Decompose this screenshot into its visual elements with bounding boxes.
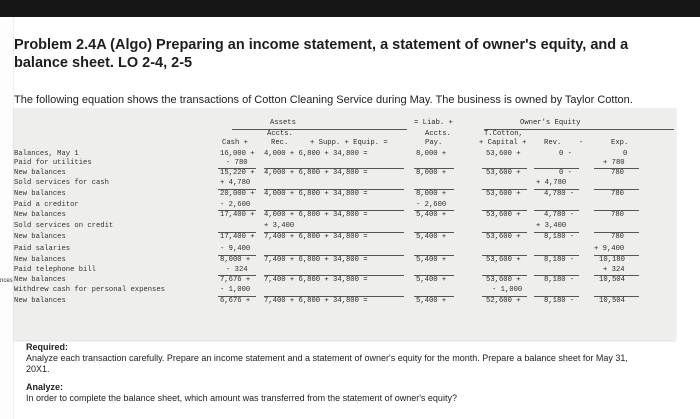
required-section [26, 342, 646, 375]
row-label: Paid telephone bill [14, 266, 96, 274]
header-assets: Assets [270, 119, 296, 127]
capital-cell: 53,600 + [486, 233, 521, 241]
pay-cell: 8,000 + [416, 169, 447, 177]
header-capital: + Capital + [479, 139, 527, 147]
analyze-heading: Analyze: [26, 382, 64, 392]
assets-cell: 4,000 + 6,800 + 34,800 = [264, 190, 368, 198]
exp-cell: 780 [611, 169, 624, 177]
rev-cell: 4,780 - [544, 211, 575, 219]
pay-cell: 5,400 + [416, 233, 447, 241]
pay-cell: - 2,600 [416, 201, 447, 209]
cash-cell: 17,400 + [220, 211, 255, 219]
assets-cell: 7,400 + 6,800 + 34,800 = [264, 233, 368, 241]
rev-cell: + 4,780 [536, 179, 567, 187]
required-text: Analyze each transaction carefully. Prepare an income statement and a statement of owner's equity for the month. Prepare a balance sheet for May 31, 20X1. [26, 353, 628, 374]
cash-cell: 17,400 + [220, 233, 255, 241]
capital-cell: 53,600 + [486, 150, 521, 158]
row-label: New balances [14, 169, 66, 177]
row-label: New balances [14, 276, 66, 284]
cash-cell: - 2,600 [220, 201, 251, 209]
capital-cell: 53,600 + [486, 190, 521, 198]
exp-cell: 780 [611, 190, 624, 198]
header-owners-equity: Owner's Equity [520, 119, 581, 127]
header-liab: = Liab. + [414, 119, 453, 127]
exp-cell: 10,504 [599, 297, 625, 305]
assets-cell: 4,000 + 6,800 + 34,800 = [264, 169, 368, 177]
cash-cell: - 1,000 [220, 286, 251, 294]
assets-cell: 7,400 + 6,800 + 34,800 = [264, 256, 368, 264]
assets-cell: 4,000 + 6,800 + 34,800 = [264, 211, 368, 219]
exp-cell: 780 [611, 233, 624, 241]
header-exp-minus: - [579, 139, 584, 147]
assets-cell: 7,400 + 6,800 + 34,800 = [264, 297, 368, 305]
pay-cell: 5,400 + [416, 256, 447, 264]
exp-cell: 780 [611, 211, 624, 219]
capital-cell: 53,600 + [486, 169, 521, 177]
header-accts-rec: Accts. [267, 130, 293, 138]
pay-cell: 5,400 + [416, 276, 447, 284]
pay-cell: 5,400 + [416, 297, 447, 305]
problem-intro: The following equation shows the transactions of Cotton Cleaning Service during May. The business is owned by Taylor Cotton. [14, 94, 633, 106]
exp-cell: 10,180 [599, 256, 625, 264]
analyze-section [26, 382, 646, 404]
row-label: Paid for utilities [14, 159, 92, 167]
rev-cell: 8,180 - [544, 233, 575, 241]
assets-cell: 4,000 + 6,800 + 34,800 = [264, 150, 368, 158]
capital-cell: 53,600 + [486, 211, 521, 219]
cash-cell: + 4,780 [220, 179, 251, 187]
cash-cell: - 9,400 [220, 245, 251, 253]
rule [534, 168, 579, 169]
row-label: New balances [14, 211, 66, 219]
equation-table [14, 108, 676, 340]
pay-cell: 8,000 + [416, 190, 447, 198]
header-rev: Rev. [544, 139, 562, 147]
row-label: New balances [14, 297, 66, 305]
row-label: Paid salaries [14, 245, 71, 253]
exp-cell: 0 [623, 150, 628, 158]
header-accts-pay: Accts. [425, 130, 451, 138]
rev-cell: 8,180 - [544, 297, 575, 305]
capital-cell: 53,600 + [486, 256, 521, 264]
required-heading: Required: [26, 342, 69, 352]
problem-title: Problem 2.4A (Algo) Preparing an income statement, a statement of owner's equity, and a balance sheet. LO 2-4, 2-5 [14, 37, 629, 71]
row-label: New balances [14, 256, 66, 264]
cash-cell: 8,000 + [220, 256, 251, 264]
cash-cell: 6,676 + [220, 297, 251, 305]
row-label: New balances [14, 233, 66, 241]
rev-cell: 0 - [559, 150, 572, 158]
exp-cell: + 9,400 [594, 245, 625, 253]
cash-cell: 7,676 + [220, 276, 251, 284]
rev-cell: 0 - [559, 169, 572, 177]
exp-cell: + 324 [603, 266, 625, 274]
header-exp: Exp. [611, 139, 629, 147]
analyze-text: In order to complete the balance sheet, which amount was transferred from the statement of owner's equity? [26, 393, 457, 403]
row-label: Balances, May 1 [14, 150, 79, 158]
capital-cell: - 1,000 [492, 286, 523, 294]
header-pay: Pay. [425, 139, 443, 147]
header-supp-equip: + Supp. + Equip. = [310, 139, 388, 147]
row-label: Sold services for cash [14, 179, 109, 187]
left-gutter [0, 17, 14, 419]
header-t-cotton: T.Cotton, [484, 130, 523, 138]
cash-cell: - 324 [226, 266, 248, 274]
row-label: New balances [14, 190, 66, 198]
assets-cell: 7,400 + 6,800 + 34,800 = [264, 276, 368, 284]
cash-cell: 16,000 + [220, 150, 255, 158]
top-bar [0, 0, 700, 17]
pay-cell: 5,400 + [416, 211, 447, 219]
exp-cell: 10,504 [599, 276, 625, 284]
assets-cell: + 3,400 [264, 222, 295, 230]
cash-cell: - 780 [226, 159, 248, 167]
rev-cell: + 3,400 [536, 222, 567, 230]
row-label: Paid a creditor [14, 201, 79, 209]
side-label: nces [0, 278, 13, 284]
cash-cell: 15,220 + [220, 169, 255, 177]
capital-cell: 52,600 + [486, 297, 521, 305]
cash-cell: 20,000 + [220, 190, 255, 198]
capital-cell: 53,600 + [486, 276, 521, 284]
row-label: Withdrew cash for personal expenses [14, 286, 165, 294]
rev-cell: 4,780 - [544, 190, 575, 198]
header-cash: Cash + [222, 139, 248, 147]
row-label: Sold services on credit [14, 222, 114, 230]
assets-rule [232, 129, 407, 130]
rev-cell: 8,180 - [544, 256, 575, 264]
pay-cell: 8,000 + [416, 150, 447, 158]
exp-cell: + 780 [603, 159, 625, 167]
header-rec: Rec. [271, 139, 289, 147]
rev-cell: 8,180 - [544, 276, 575, 284]
